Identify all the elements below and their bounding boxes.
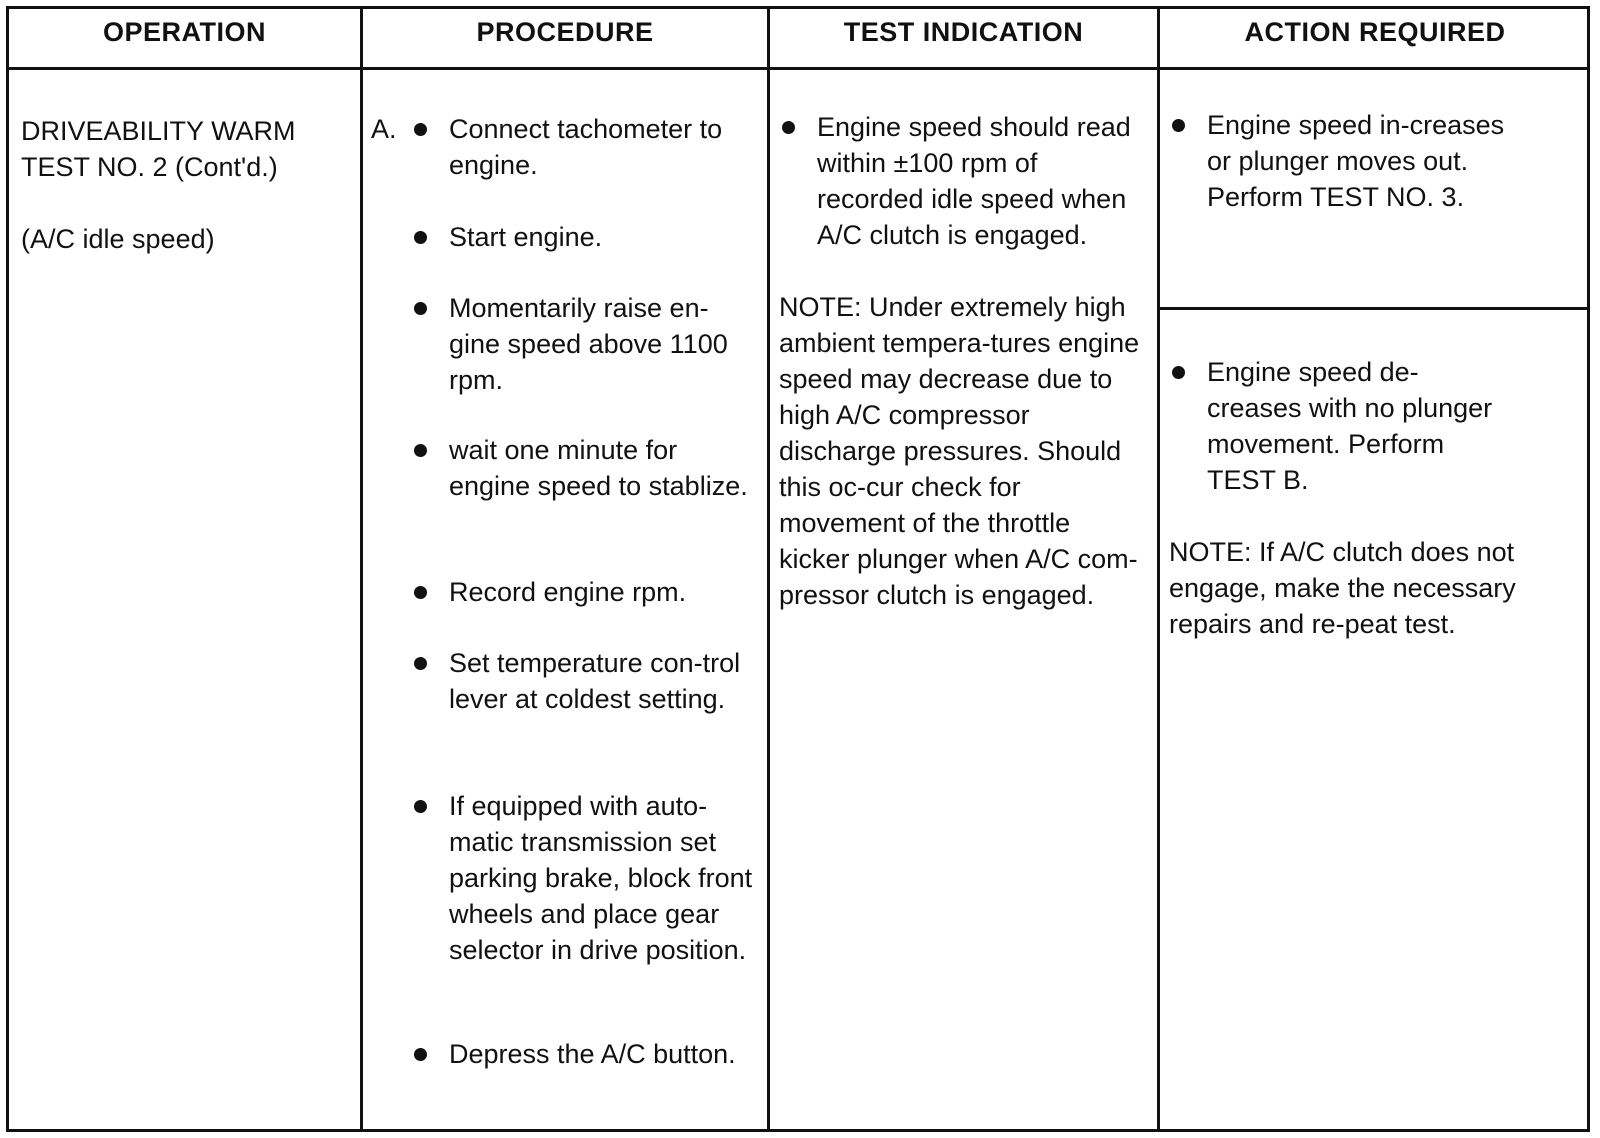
bullet-icon — [414, 302, 427, 315]
operation-title-line2: TEST NO. 2 (Cont'd.) — [21, 152, 278, 182]
action-item: Engine speed de-creases with no plunger movement. Perform TEST B. — [1169, 354, 1507, 498]
header-action-required: ACTION REQUIRED — [1244, 17, 1506, 47]
action-cell-bottom — [1169, 354, 1589, 642]
bullet-icon — [414, 586, 427, 599]
procedure-step: If equipped with auto-matic transmission set parking brake, block front wheels and place gear selector in drive position. — [411, 788, 761, 968]
bullet-icon — [414, 800, 427, 813]
procedure-step: Momentarily raise en-gine speed above 1100 rpm. — [411, 290, 749, 398]
bullet-icon — [414, 123, 427, 136]
operation-subtitle: (A/C idle speed) — [21, 224, 215, 254]
bullet-icon — [414, 1048, 427, 1061]
action-cell-top — [1169, 107, 1589, 215]
procedure-step: A. Connect tachometer to engine. — [411, 111, 759, 183]
bullet-icon — [1172, 119, 1185, 132]
bullet-icon — [414, 657, 427, 670]
operation-cell — [21, 113, 351, 257]
procedure-step: Record engine rpm. — [411, 574, 759, 610]
column-divider — [360, 9, 363, 1129]
header-test-indication: TEST INDICATION — [843, 17, 1084, 47]
test-indication-cell — [779, 109, 1151, 613]
test-indication-bullet: Engine speed should read within ±100 rpm of recorded idle speed when A/C clutch is engaged. — [779, 109, 1137, 253]
header-operation: OPERATION — [102, 17, 266, 47]
header-divider — [9, 67, 1587, 70]
procedure-step: Set temperature con-trol lever at coldest setting. — [411, 645, 749, 717]
bullet-icon — [414, 444, 427, 457]
column-divider — [767, 9, 770, 1129]
header-procedure: PROCEDURE — [476, 17, 654, 47]
procedure-step: Depress the A/C button. — [411, 1036, 749, 1072]
procedure-prefix: A. — [371, 114, 397, 144]
operation-title-line1: DRIVEABILITY WARM — [21, 116, 296, 146]
action-item: Engine speed in-creases or plunger moves out. Perform TEST NO. 3. — [1169, 107, 1507, 215]
procedure-step: wait one minute for engine speed to stablize. — [411, 432, 749, 504]
action-divider — [1160, 307, 1587, 310]
test-indication-note: NOTE: Under extremely high ambient tempera-tures engine speed may decrease due to high A/C compressor discharge pressures. Should this oc-cur check for movement of the throttle kicker plunger when A/C com-pressor clutch is engaged. — [779, 292, 1140, 610]
column-divider — [1157, 9, 1160, 1129]
bullet-icon — [782, 121, 795, 134]
procedure-table — [6, 6, 1590, 1132]
bullet-icon — [1172, 366, 1185, 379]
action-note: NOTE: If A/C clutch does not engage, make the necessary repairs and re-peat test. — [1169, 537, 1516, 639]
procedure-cell — [371, 111, 763, 1121]
bullet-icon — [414, 231, 427, 244]
procedure-step: Start engine. — [411, 219, 759, 255]
